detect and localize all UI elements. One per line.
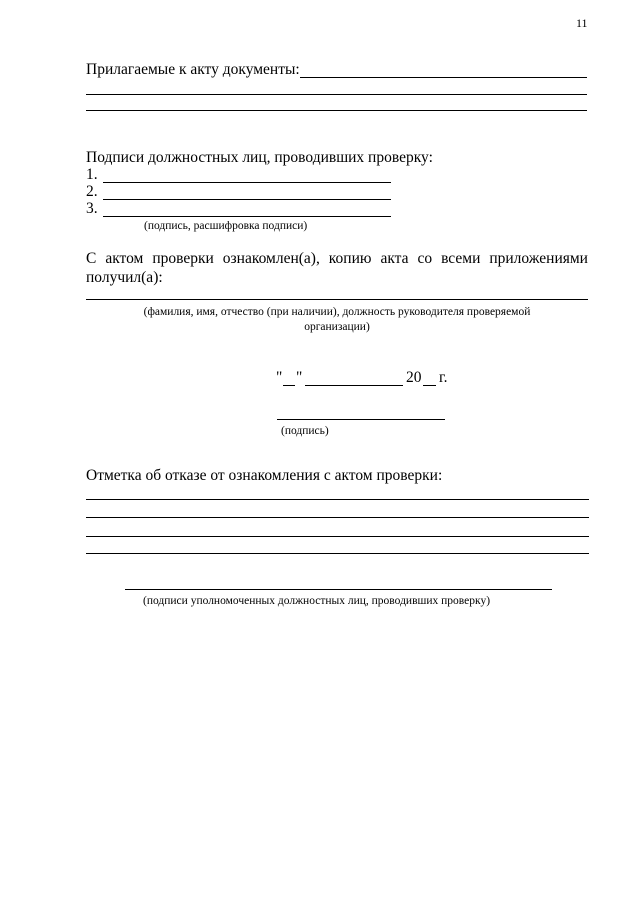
acquaintance-line-2: получил(а): — [86, 269, 163, 286]
refusal-line-1 — [86, 499, 589, 500]
date-day-line — [283, 385, 295, 386]
attachments-line-3 — [86, 110, 587, 111]
refusal-line-3 — [86, 536, 589, 537]
acquaintance-word: со — [417, 250, 433, 267]
final-signatures-caption: (подписи уполномоченных должностных лиц, проводивших проверку) — [143, 595, 491, 607]
acquaintance-word: актом — [105, 250, 144, 267]
acquaintance-word: С — [86, 250, 97, 267]
signature-item-3-number: 3. — [86, 200, 98, 217]
signature-line-3 — [103, 216, 391, 217]
acquaintance-word: ознакомлен(а), — [222, 250, 320, 267]
attachments-line-1 — [300, 77, 587, 78]
refusal-line-2 — [86, 517, 589, 518]
signature-block-line — [277, 419, 445, 420]
acquaintance-caption-1: (фамилия, имя, отчество (при наличии), должность руководителя проверяемой — [143, 306, 531, 318]
signature-caption: (подпись, расшифровка подписи) — [144, 220, 308, 232]
acquaintance-word: всеми — [441, 250, 481, 267]
signature-line-1 — [103, 182, 391, 183]
page-number: 11 — [576, 16, 588, 30]
attachments-line-2 — [86, 94, 587, 95]
acquaintance-word: акта — [380, 250, 409, 267]
date-month-line — [305, 385, 403, 386]
acquaintance-caption-2: организации) — [304, 321, 370, 333]
date-year-suffix: г. — [439, 369, 448, 386]
signature-block-caption: (подпись) — [281, 425, 329, 437]
signature-item-2-number: 2. — [86, 183, 98, 200]
signature-line-2 — [103, 199, 391, 200]
attachments-label: Прилагаемые к акту документы: — [86, 61, 300, 78]
acquaintance-line-1 — [86, 250, 588, 268]
acquaintance-word: проверки — [152, 250, 214, 267]
signature-item-1-number: 1. — [86, 166, 98, 183]
date-year-line — [423, 385, 436, 386]
refusal-line-4 — [86, 553, 589, 554]
acquaintance-word: копию — [328, 250, 372, 267]
signatures-heading: Подписи должностных лиц, проводивших проверку: — [86, 149, 433, 166]
date-close-quote: " — [296, 369, 303, 386]
final-signatures-line — [125, 589, 552, 590]
date-year-prefix: 20 — [406, 369, 422, 386]
refusal-heading: Отметка об отказе от ознакомления с актом проверки: — [86, 467, 443, 484]
acquaintance-name-line — [86, 299, 588, 300]
date-open-quote: " — [276, 369, 283, 386]
acquaintance-word: приложениями — [489, 250, 588, 267]
